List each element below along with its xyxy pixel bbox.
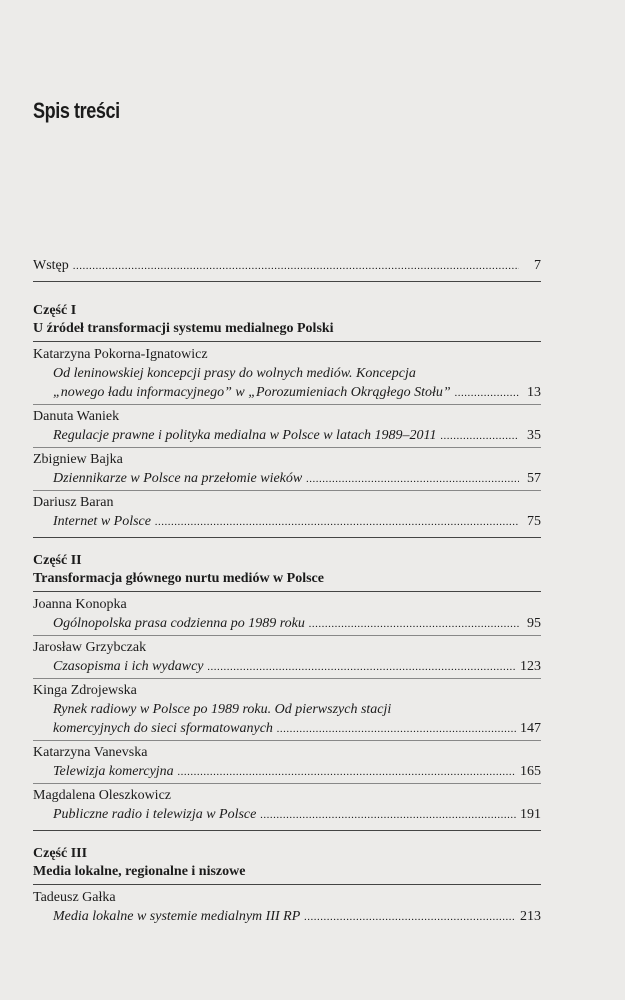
entry-page-number: 75: [527, 514, 541, 529]
entry-page-number: 213: [520, 909, 541, 924]
toc-part: [33, 302, 541, 538]
page-title: Spis treści: [33, 98, 120, 123]
part-heading: Transformacja głównego nurtu mediów w Polsce: [33, 571, 324, 586]
toc-entry: [33, 888, 541, 928]
entry-author: Tadeusz Gałka: [33, 890, 116, 905]
part-label: Część I: [33, 303, 77, 318]
part-label: Część III: [33, 846, 88, 861]
dot-leader: [304, 908, 516, 927]
entry-title-row: [33, 383, 541, 401]
entry-author: Katarzyna Pokorna-Ignatowicz: [33, 347, 208, 362]
part-label: Część II: [33, 553, 82, 568]
entry-title-row: [33, 907, 541, 925]
entry-title-row: [33, 469, 541, 487]
entry-title-row: [33, 719, 541, 737]
entry-title-line: komercyjnych do sieci sformatowanych: [53, 721, 273, 736]
entry-page-number: 123: [520, 659, 541, 674]
entry-page-number: 95: [527, 616, 541, 631]
dot-leader: [260, 806, 516, 825]
entry-author: Jarosław Grzybczak: [33, 640, 147, 655]
toc-part: [33, 552, 541, 831]
entry-author: Joanna Konopka: [33, 597, 127, 612]
part-heading: U źródeł transformacji systemu medialnego Polski: [33, 321, 334, 336]
dot-leader: [178, 763, 516, 782]
toc-entry: [33, 783, 541, 826]
entry-page-number: 13: [527, 385, 541, 400]
dot-leader: [277, 720, 516, 739]
entry-author: Kinga Zdrojewska: [33, 683, 137, 698]
toc-entry: [33, 678, 541, 740]
entry-title-line: Media lokalne w systemie medialnym III RP: [53, 909, 301, 924]
toc-entry: [33, 595, 541, 635]
entry-title-row: [33, 614, 541, 632]
toc-entry: [33, 447, 541, 490]
toc-parts: [33, 302, 541, 932]
toc-entry: [33, 635, 541, 678]
entry-author: Dariusz Baran: [33, 495, 114, 510]
entry-title-row: [33, 426, 541, 444]
entry-title-line: Telewizja komercyjna: [53, 764, 174, 779]
entry-title-line: Czasopisma i ich wydawcy: [53, 659, 204, 674]
entry-title-line: Od leninowskiej koncepcji prasy do wolnych mediów. Koncepcja: [53, 366, 416, 381]
dot-leader: [73, 257, 519, 275]
dot-leader: [306, 470, 519, 489]
entry-title-line: Publiczne radio i telewizja w Polsce: [53, 807, 257, 822]
entry-title-row: [33, 762, 541, 780]
divider: [33, 884, 541, 885]
entry-page-number: 191: [520, 807, 541, 822]
dot-leader: [208, 658, 517, 677]
entry-page-number: 57: [527, 471, 541, 486]
entry-title-row: [33, 657, 541, 675]
toc-entry: [33, 345, 541, 404]
entry-author: Katarzyna Vanevska: [33, 745, 148, 760]
entry-title-line: Ogólnopolska prasa codzienna po 1989 roku: [53, 616, 305, 631]
entry-page-number: 165: [520, 764, 541, 779]
entry-title-row: [33, 805, 541, 823]
entry-title-row: [33, 512, 541, 530]
entry-author: Danuta Waniek: [33, 409, 120, 424]
entry-title-line: Internet w Polsce: [53, 514, 151, 529]
divider: [33, 341, 541, 342]
entry-page-number: 35: [527, 428, 541, 443]
part-heading: Media lokalne, regionalne i niszowe: [33, 864, 246, 879]
entry-title-line: Regulacje prawne i polityka medialna w Polsce w latach 1989–2011: [53, 428, 437, 443]
dot-leader: [455, 384, 519, 403]
divider: [33, 591, 541, 592]
toc-intro-row: [33, 257, 541, 282]
dot-leader: [309, 615, 519, 634]
toc-part: [33, 845, 541, 932]
entry-author: Zbigniew Bajka: [33, 452, 123, 467]
toc-entry: [33, 404, 541, 447]
dot-leader: [441, 427, 519, 446]
intro-page-number: 7: [534, 258, 541, 273]
entry-page-number: 147: [520, 721, 541, 736]
dot-leader: [155, 513, 519, 532]
entry-title-line: Rynek radiowy w Polsce po 1989 roku. Od pierwszych stacji: [53, 702, 392, 717]
entry-title-line: „nowego ładu informacyjnego” w „Porozumieniach Okrągłego Stołu”: [53, 385, 451, 400]
intro-label: Wstęp: [33, 258, 69, 273]
entry-title-line: Dziennikarze w Polsce na przełomie wieków: [53, 471, 303, 486]
entry-author: Magdalena Oleszkowicz: [33, 788, 171, 803]
toc-entry: [33, 490, 541, 533]
table-of-contents: [33, 257, 541, 932]
toc-entry: [33, 740, 541, 783]
